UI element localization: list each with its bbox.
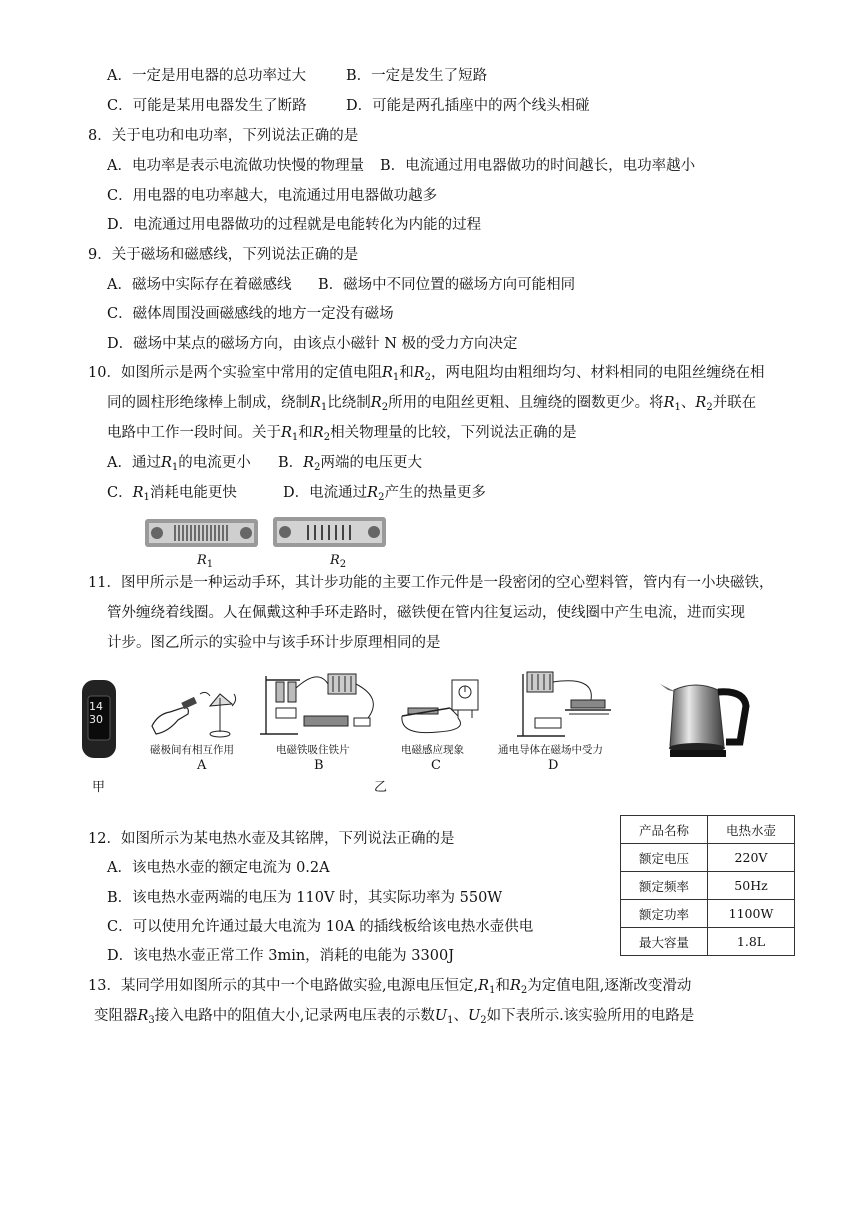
q10-stem-line1: 10．如图所示是两个实验室中常用的定值电阻$R_1$和$R_2$，两电阻均由粗细均匀、材料相同的电阻丝缠绕在相 — [88, 365, 765, 383]
table-cell: 50Hz — [708, 872, 795, 900]
q7-option-c: C．可能是某用电器发生了断路 — [107, 98, 307, 114]
q12-stem: 12．如图所示为某电热水壶及其铭牌，下列说法正确的是 — [88, 831, 455, 847]
letter-b: B — [314, 758, 324, 773]
q9-option-a: A．磁场中实际存在着磁感线 — [107, 277, 292, 293]
table-cell: 电热水壶 — [708, 816, 795, 844]
band-time-minutes: 30 — [89, 713, 103, 726]
electric-kettle-image — [660, 676, 752, 760]
caption-b: 电磁铁吸住铁片 — [276, 744, 350, 756]
q11-stem-line3: 计步。图乙所示的实验中与该手环计步原理相同的是 — [107, 635, 441, 651]
q8-stem: 8．关于电功和电功率，下列说法正确的是 — [88, 128, 359, 144]
q7-option-b: B．一定是发生了短路 — [346, 68, 488, 84]
table-cell: 额定频率 — [621, 872, 708, 900]
band-time-hours: 14 — [89, 700, 103, 713]
q8-option-a: A．电功率是表示电流做功快慢的物理量 — [107, 158, 364, 174]
q11-stem-line2: 管外缠绕着线圈。人在佩戴这种手环走路时，磁铁便在管内往复运动，使线圈中产生电流，进而实现 — [107, 605, 745, 621]
figure-d-motor-effect — [515, 666, 615, 740]
letter-d: D — [548, 758, 559, 773]
r1-label: $R_1$ — [197, 553, 214, 570]
q10-stem-line2: 同的圆柱形绝缘棒上制成，绕制$R_1$比绕制$R_2$所用的电阻丝更粗、且缠绕的圈数更少。将$R_1$、$R_2$并联在 — [107, 395, 757, 413]
caption-d: 通电导体在磁场中受力 — [498, 744, 603, 756]
label-yi: 乙 — [374, 780, 388, 795]
table-cell: 最大容量 — [621, 928, 708, 956]
table-cell: 额定电压 — [621, 844, 708, 872]
q12-option-d: D．该电热水壶正常工作 3min，消耗的电能为 3300J — [107, 948, 455, 964]
q9-option-b: B．磁场中不同位置的磁场方向可能相同 — [318, 277, 576, 293]
q9-stem: 9．关于磁场和磁感线，下列说法正确的是 — [88, 247, 359, 263]
table-row — [621, 816, 795, 844]
caption-a: 磁极间有相互作用 — [150, 744, 234, 756]
caption-c: 电磁感应现象 — [401, 744, 464, 756]
table-cell: 220V — [708, 844, 795, 872]
letter-a: A — [197, 758, 207, 773]
resistor-r1-image — [145, 519, 258, 547]
table-cell: 产品名称 — [621, 816, 708, 844]
table-row — [621, 872, 795, 900]
q10-option-b: B．$R_2$两端的电压更大 — [278, 455, 422, 473]
q8-option-d: D．电流通过用电器做功的过程就是电能转化为内能的过程 — [107, 217, 482, 233]
table-cell: 1100W — [708, 900, 795, 928]
resistor-r2-image — [273, 517, 386, 547]
q12-option-c: C．可以使用允许通过最大电流为 10A 的插线板给该电热水壶供电 — [107, 919, 534, 935]
q9-option-c: C．磁体周围没画磁感线的地方一定没有磁场 — [107, 306, 394, 322]
q7-option-a: A．一定是用电器的总功率过大 — [107, 68, 306, 84]
q7-option-d: D．可能是两孔插座中的两个线头相碰 — [346, 98, 590, 114]
figure-c-induction — [398, 676, 483, 740]
q8-option-c: C．用电器的电功率越大，电流通过用电器做功越多 — [107, 188, 438, 204]
q10-option-d: D．电流通过$R_2$产生的热量更多 — [283, 485, 486, 503]
table-row — [621, 928, 795, 956]
table-row — [621, 900, 795, 928]
figure-b-electromagnet — [258, 668, 383, 740]
q12-option-b: B．该电热水壶两端的电压为 110V 时，其实际功率为 550W — [107, 890, 503, 906]
q13-stem-line2: 变阻器$R_3$接入电路中的阻值大小,记录两电压表的示数$U_1$、$U_2$如下表所示.该实验所用的电路是 — [94, 1008, 695, 1026]
q10-option-a: A．通过$R_1$的电流更小 — [107, 455, 251, 473]
letter-c: C — [431, 758, 441, 773]
q11-stem-line1: 11．图甲所示是一种运动手环，其计步功能的主要工作元件是一段密闭的空心塑料管，管内有一小块磁铁， — [88, 575, 774, 591]
figure-a-magnets — [148, 688, 243, 740]
q12-option-a: A．该电热水壶的额定电流为 0.2A — [107, 860, 330, 876]
table-cell: 1.8L — [708, 928, 795, 956]
table-row — [621, 844, 795, 872]
label-jia: 甲 — [92, 780, 106, 795]
q13-stem-line1: 13．某同学用如图所示的其中一个电路做实验,电源电压恒定$,R_1$和$R_2$为定值电阻,逐渐改变滑动 — [88, 978, 692, 996]
q10-option-c: C．$R_1$消耗电能更快 — [107, 485, 237, 503]
r2-label: $R_2$ — [330, 553, 347, 570]
q8-option-b: B．电流通过用电器做功的时间越长，电功率越小 — [380, 158, 696, 174]
resistor-photos — [143, 515, 388, 553]
table-cell: 额定功率 — [621, 900, 708, 928]
q10-stem-line3: 电路中工作一段时间。关于$R_1$和$R_2$相关物理量的比较，下列说法正确的是 — [107, 425, 577, 443]
kettle-nameplate-table — [620, 815, 795, 956]
q9-option-d: D．磁场中某点的磁场方向，由该点小磁针 N 极的受力方向决定 — [107, 336, 518, 352]
